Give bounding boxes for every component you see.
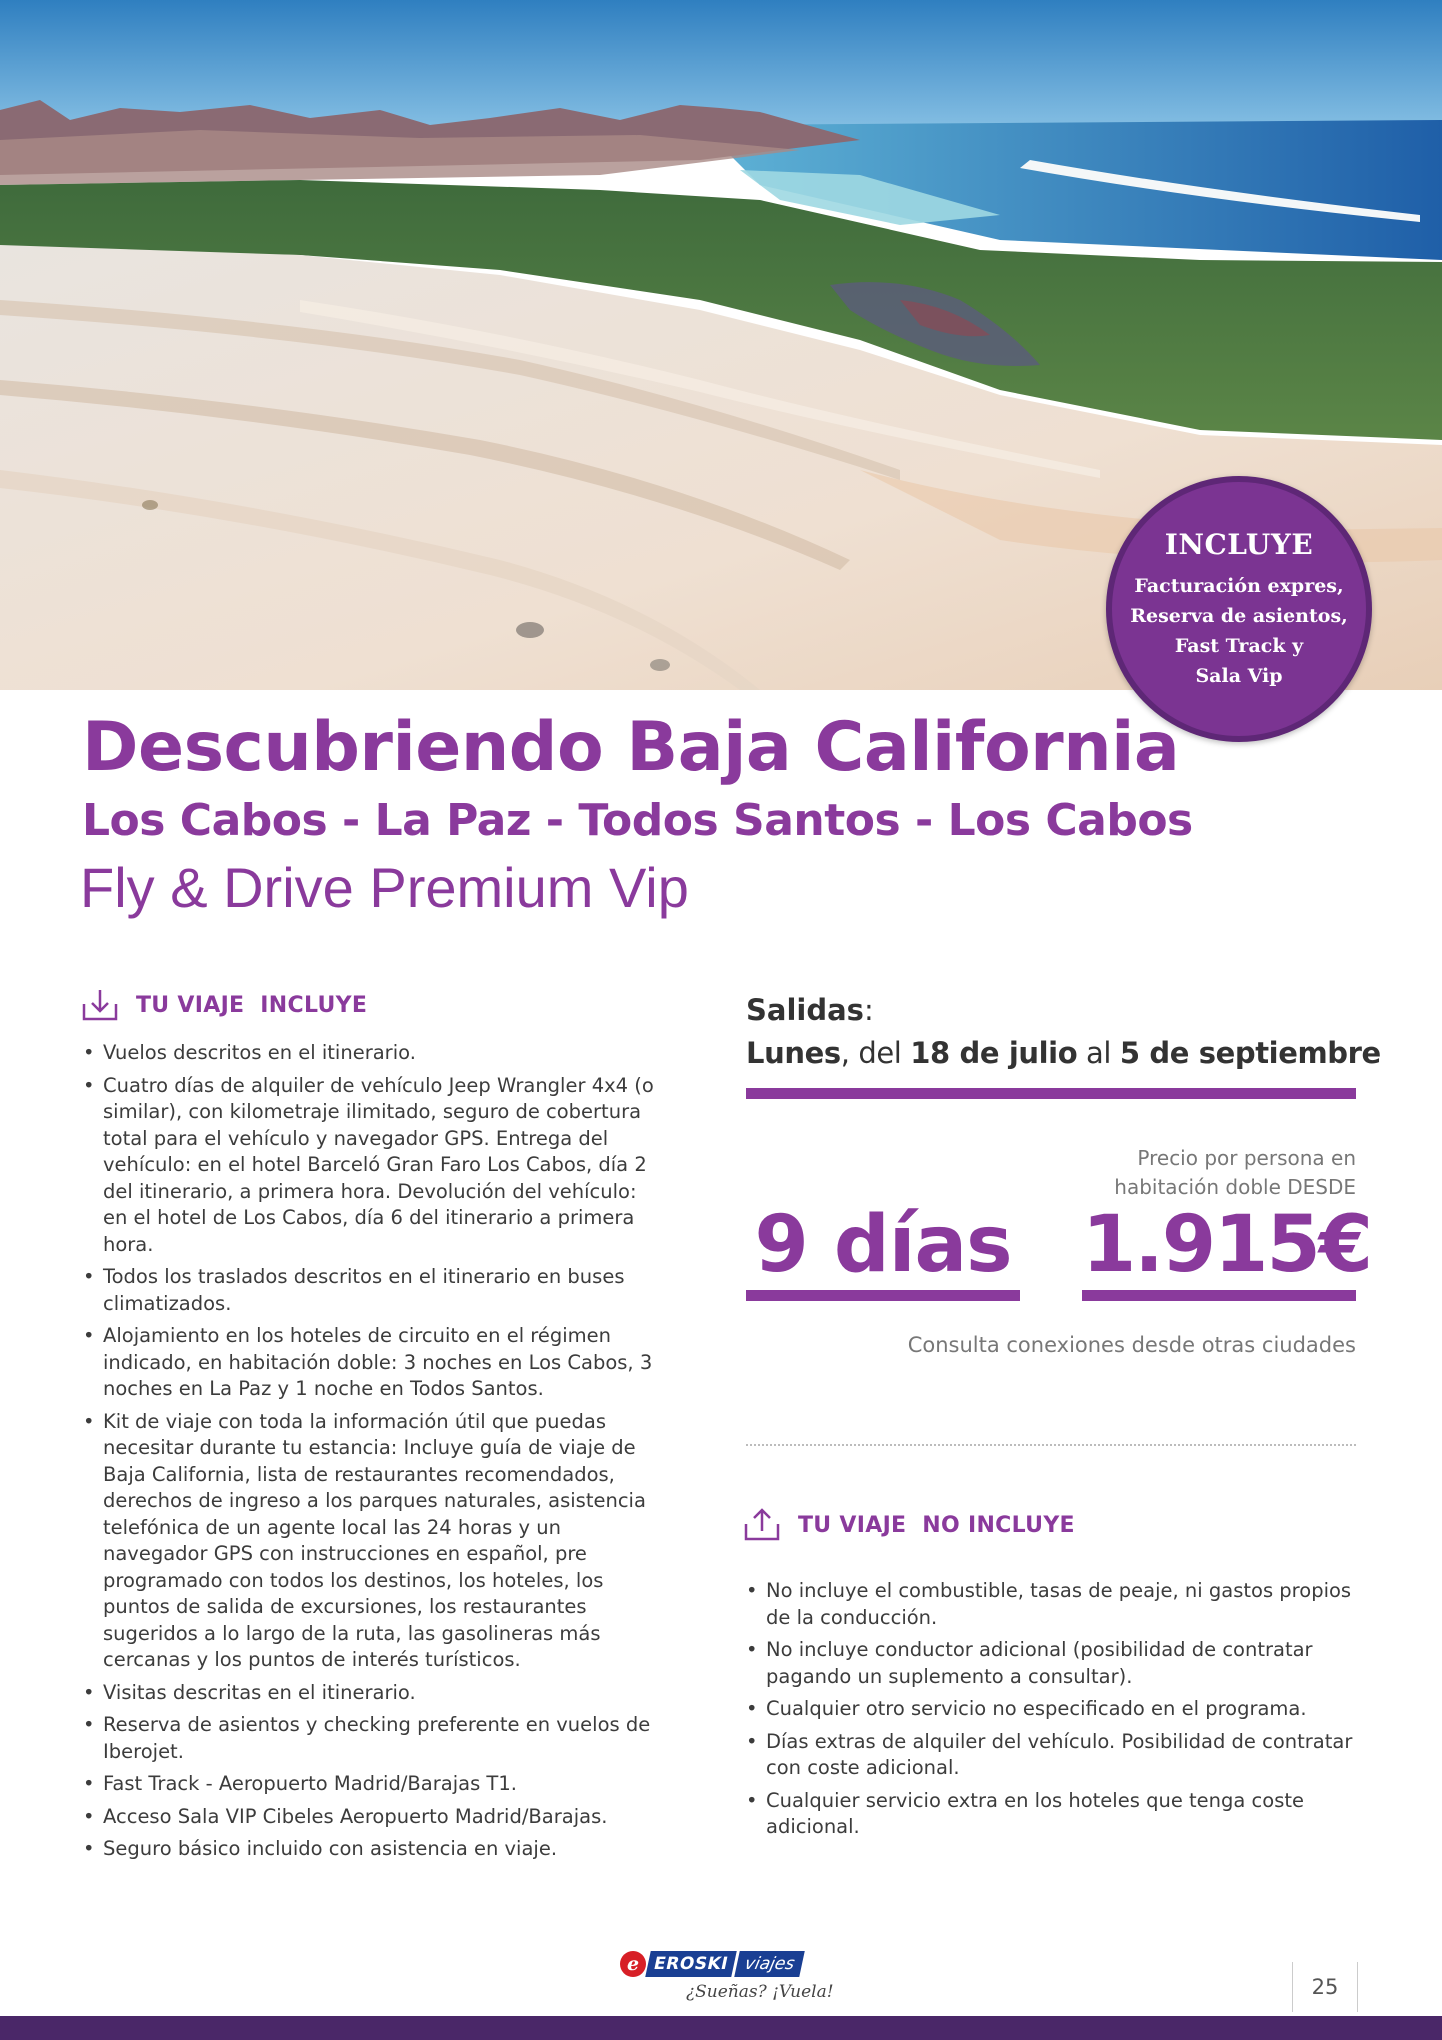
logo-brand: EROSKI [645,1951,736,1977]
logo-sub: viajes [734,1951,805,1977]
departures-label: Salidas: [746,993,874,1027]
trip-duration: 9 días [754,1200,1012,1290]
duration-underline [746,1290,1020,1301]
badge-title: INCLUYE [1164,527,1314,561]
departures-dates: Lunes, del 18 de julio al 5 de septiembre [746,1036,1381,1070]
price-note-line: Precio por persona en [1137,1146,1356,1170]
list-item: • Acceso Sala VIP Cibeles Aeropuerto Madrid/Barajas. [82,1804,667,1831]
departure-day: Lunes [746,1036,841,1070]
price-note-line: habitación doble DESDE [1114,1175,1356,1199]
badge-line: Reserva de asientos, [1130,604,1348,627]
list-item: • Seguro básico incluido con asistencia en viaje. [82,1836,667,1863]
page-number: 25 [1292,1962,1358,2012]
connections-note: Consulta conexiones desde otras ciudades [907,1333,1356,1357]
includes-list [82,1040,667,1869]
list-item: • Todos los traslados descritos en el itinerario en buses climatizados. [82,1264,667,1317]
list-item: • Cualquier servicio extra en los hoteles que tenga coste adicional. [745,1788,1360,1841]
list-item: • No incluye el combustible, tasas de peaje, ni gastos propios de la conducción. [745,1578,1360,1631]
list-item: • Visitas descritas en el itinerario. [82,1680,667,1707]
list-item: • Cuatro días de alquiler de vehículo Jeep Wrangler 4x4 (o similar), con kilometraje ilimitado, seguro de cobertura total para el vehículo y navegador GPS. Entrega del vehículo: en el hotel Barceló Gran Faro Los Cabos, día 2 del itinerario, a primera hora. Devolución del vehículo: en el hotel de Los Cabos, día 6 del itinerario a primera hora. [82,1073,667,1259]
list-item: • No incluye conductor adicional (posibilidad de contratar pagando un suplemento a consultar). [745,1637,1360,1690]
includes-heading-text: TU VIAJE INCLUYE [136,992,368,1018]
price-note [960,1144,1356,1202]
departure-start: 18 de julio [910,1036,1078,1070]
badge-line: Fast Track y [1174,634,1304,657]
departures-divider [746,1088,1356,1099]
footer-band [0,2016,1442,2040]
page-title: Descubriendo Baja California [82,708,1180,787]
list-item: • Fast Track - Aeropuerto Madrid/Barajas T1. [82,1771,667,1798]
list-item: • Cualquier otro servicio no especificado en el programa. [745,1696,1360,1723]
dotted-divider [746,1444,1356,1446]
list-item: • Reserva de asientos y checking preferente en vuelos de Iberojet. [82,1712,667,1765]
not-included-heading-text: TU VIAJE NO INCLUYE [798,1512,1075,1538]
logo-mark: e [620,1951,646,1977]
departure-end: 5 de septiembre [1119,1036,1381,1070]
list-item: • Alojamiento en los hoteles de circuito en el régimen indicado, en habitación doble: 3 noches en Los Cabos, 3 noches en La Paz y 1 noche en Todos Santos. [82,1323,667,1403]
list-item: • Vuelos descritos en el itinerario. [82,1040,667,1067]
download-tray-icon [82,988,118,1022]
not-included-heading [744,1508,1075,1542]
route-subtitle: Los Cabos - La Paz - Todos Santos - Los Cabos [82,795,1193,846]
trip-price: 1.915€ [1082,1200,1371,1290]
product-name: Fly & Drive Premium Vip [80,856,689,919]
list-item: • Kit de viaje con toda la información útil que puedas necesitar durante tu estancia: Incluye guía de viaje de Baja California, lista de restaurantes recomendados, derechos de ingreso a los parques naturales, asistencia telefónica de un agente local las 24 horas y un navegador GPS con instrucciones en español, pre programado con todos los destinos, los hoteles, los puntos de salida de excursiones, los restaurantes sugeridos a lo largo de la ruta, las gasolineras más cercanas y los puntos de interés turísticos. [82,1409,667,1674]
not-included-list [745,1578,1360,1847]
eroski-viajes-logo [620,1950,834,2010]
upload-tray-icon [744,1508,780,1542]
price-underline [1082,1290,1356,1301]
list-item: • Días extras de alquiler del vehículo. Posibilidad de contratar con coste adicional. [745,1729,1360,1782]
logo-slogan: ¿Sueñas? ¡Vuela! [686,1982,834,2002]
includes-heading [82,988,367,1022]
badge-line: Facturación expres, [1134,574,1344,597]
includes-badge [1106,476,1372,742]
badge-line: Sala Vip [1195,664,1283,687]
